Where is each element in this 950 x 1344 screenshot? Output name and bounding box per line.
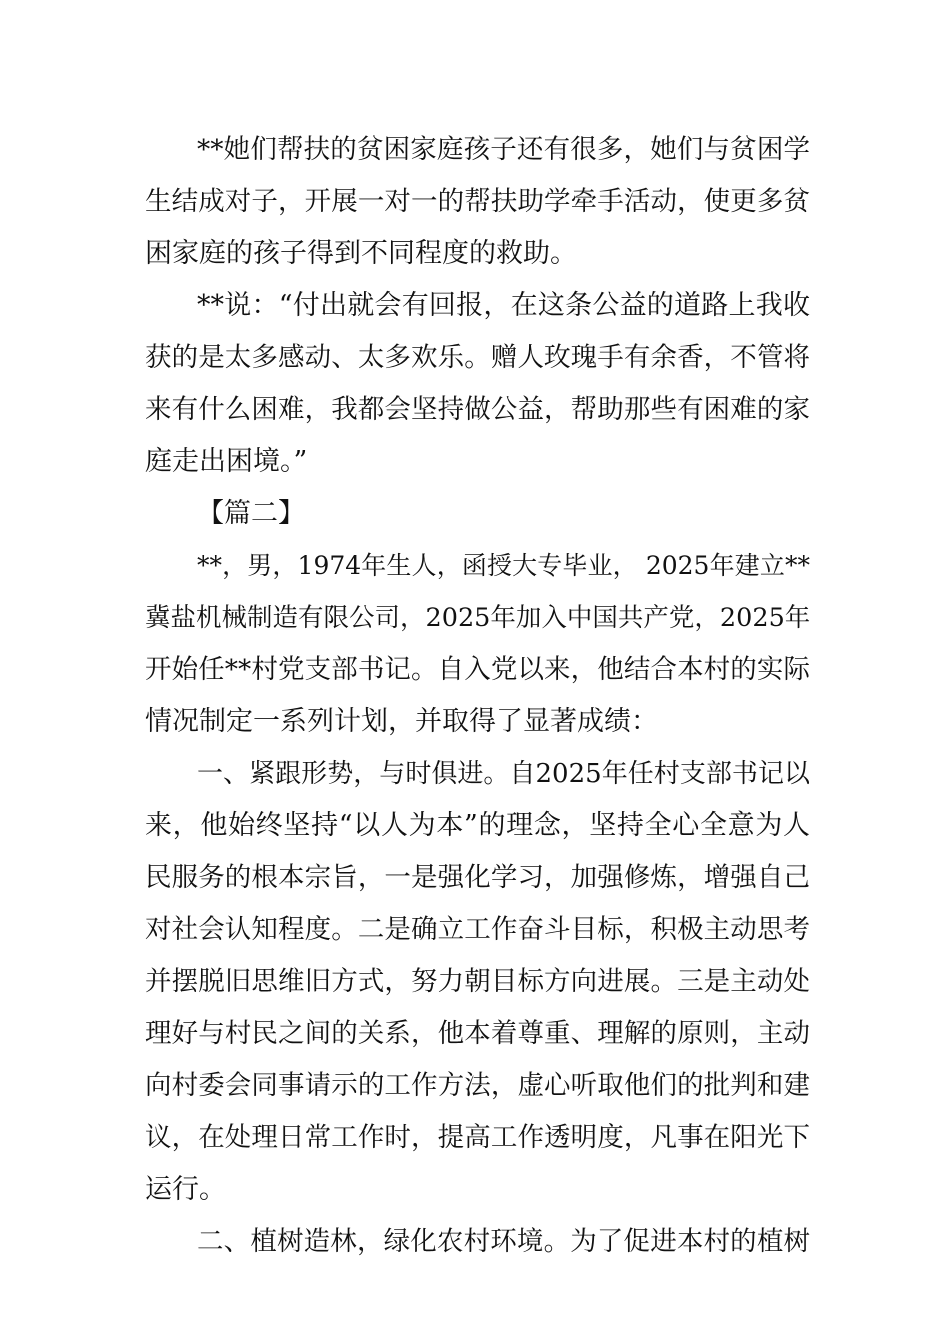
paragraph-line: **她们帮扶的贫困家庭孩子还有很多，她们与贫困学 — [197, 134, 810, 165]
paragraph-line: 议，在处理日常工作时，提高工作透明度，凡事在阳光下 — [145, 1122, 810, 1153]
paragraph-line: 运行。 — [145, 1174, 226, 1205]
paragraph-line: 情况制定一系列计划，并取得了显著成绩： — [145, 706, 658, 737]
paragraph-line: 向村委会同事请示的工作方法，虚心听取他们的批判和建 — [145, 1070, 810, 1101]
paragraph-line: 并摆脱旧思维旧方式，努力朝目标方向进展。三是主动处 — [145, 966, 810, 997]
paragraph-line: **，男，1974年生人，函授大专毕业， 2025年建立** — [197, 551, 810, 580]
paragraph-line: 庭走出困境。” — [145, 446, 308, 477]
paragraph-line: 民服务的根本宗旨，一是强化学习，加强修炼，增强自己 — [145, 862, 810, 893]
paragraph-line: 理好与村民之间的关系，他本着尊重、理解的原则，主动 — [145, 1018, 810, 1049]
paragraph-line: 开始任**村党支部书记。自入党以来，他结合本村的实际 — [145, 654, 810, 685]
paragraph-line: 对社会认知程度。二是确立工作奋斗目标，积极主动思考 — [145, 914, 810, 945]
paragraph-line: 来，他始终坚持“以人为本”的理念，坚持全心全意为人 — [145, 810, 810, 841]
paragraph-line: 获的是太多感动、太多欢乐。赠人玫瑰手有余香，不管将 — [145, 342, 810, 373]
paragraph-line: 困家庭的孩子得到不同程度的救助。 — [145, 238, 577, 269]
paragraph-line: 冀盐机械制造有限公司，2025年加入中国共产党，2025年 — [145, 603, 811, 633]
section-heading: 【篇二】 — [197, 498, 305, 529]
paragraph-line: 一、紧跟形势，与时俱进。自2025年任村支部书记以 — [197, 759, 810, 789]
paragraph-line: 来有什么困难，我都会坚持做公益，帮助那些有困难的家 — [145, 394, 810, 425]
paragraph-line: 二、植树造林，绿化农村环境。为了促进本村的植树 — [197, 1226, 810, 1257]
paragraph-line: **说：“付出就会有回报，在这条公益的道路上我收 — [197, 290, 810, 321]
paragraph-line: 生结成对子，开展一对一的帮扶助学牵手活动，使更多贫 — [145, 186, 810, 217]
